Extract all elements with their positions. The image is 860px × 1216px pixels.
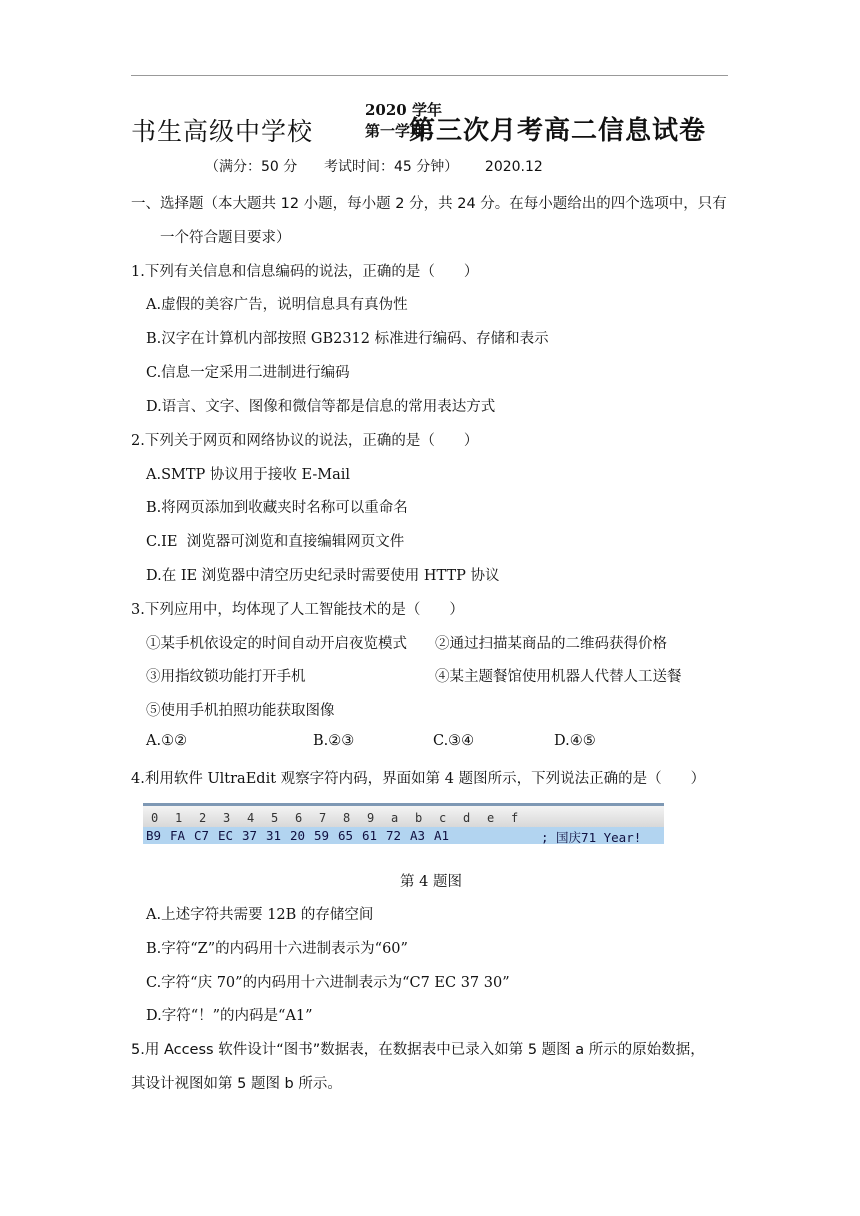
question-2-option-a: A.SMTP 协议用于接收 E-Mail xyxy=(146,467,351,483)
hex-col-label: 5 xyxy=(271,811,279,825)
hex-byte: 65 xyxy=(338,828,354,843)
hex-byte: C7 xyxy=(194,828,210,843)
question-2-option-b: B.将网页添加到收藏夹时名称可以重命名 xyxy=(146,500,408,516)
hex-byte: A3 xyxy=(410,828,426,843)
school-year: 2020 学年 xyxy=(365,101,442,119)
question-2-option-d: D.在 IE 浏览器中清空历史纪录时需要使用 HTTP 协议 xyxy=(146,568,500,584)
question-5-stem: 5.用 Access 软件设计“图书”数据表，在数据表中已录入如第 5 题图 a 所示的原始数据， xyxy=(131,1042,705,1058)
question-4-option-a: A.上述字符共需要 12B 的存储空间 xyxy=(146,907,374,923)
hex-byte: 59 xyxy=(314,828,330,843)
hex-data-row xyxy=(143,827,664,844)
hex-byte: 61 xyxy=(362,828,378,843)
question-4-option-c: C.字符“庆 70”的内码用十六进制表示为“C7 EC 37 30” xyxy=(146,975,510,991)
exam-title: 第三次月考高二信息试卷 xyxy=(409,116,707,146)
section-heading-cont: 一个符合题目要求） xyxy=(160,230,291,246)
question-2-stem: 2.下列关于网页和网络协议的说法，正确的是（ ） xyxy=(131,433,479,449)
hex-col-label: 4 xyxy=(247,811,255,825)
hex-byte: FA xyxy=(170,828,186,843)
question-3-option-b: B.②③ xyxy=(313,733,355,749)
hex-byte: 20 xyxy=(290,828,306,843)
question-5-stem-cont: 其设计视图如第 5 题图 b 所示。 xyxy=(131,1076,342,1092)
question-3-option-d: D.④⑤ xyxy=(554,733,596,749)
hex-col-label: b xyxy=(415,811,423,825)
school-name: 书生高级中学校 xyxy=(131,117,314,146)
question-4-option-b: B.字符“Z”的内码用十六进制表示为“60” xyxy=(146,941,408,957)
hex-col-label: d xyxy=(463,811,471,825)
ultraedit-hex-view xyxy=(143,803,664,844)
question-1-option-d: D.语言、文字、图像和微信等都是信息的常用表达方式 xyxy=(146,399,496,415)
question-3-item-3: ③用指纹锁功能打开手机 xyxy=(146,669,306,685)
hex-col-label: 0 xyxy=(151,811,159,825)
hex-col-label: 7 xyxy=(319,811,327,825)
question-3-item-1: ①某手机依设定的时间自动开启夜览模式 xyxy=(146,636,407,652)
semester: 第一学期 xyxy=(365,122,426,140)
question-4-option-d: D.字符“！”的内码是“A1” xyxy=(146,1008,313,1024)
hex-col-label: 1 xyxy=(175,811,183,825)
section-heading: 一、选择题（本大题共 12 小题，每小题 2 分，共 24 分。在每小题给出的四个选项中，只有 xyxy=(131,196,727,212)
hex-byte: 31 xyxy=(266,828,282,843)
question-3-option-c: C.③④ xyxy=(433,733,475,749)
question-1-option-b: B.汉字在计算机内部按照 GB2312 标准进行编码、存储和表示 xyxy=(146,331,549,347)
hex-col-label: 2 xyxy=(199,811,207,825)
hex-col-label: 9 xyxy=(367,811,375,825)
question-1-option-c: C.信息一定采用二进制进行编码 xyxy=(146,365,350,381)
hex-column-header xyxy=(143,803,664,827)
question-3-item-2: ②通过扫描某商品的二维码获得价格 xyxy=(435,636,667,652)
hex-col-label: 6 xyxy=(295,811,303,825)
question-4-stem: 4.利用软件 UltraEdit 观察字符内码，界面如第 4 题图所示，下列说法正确的是（ ） xyxy=(131,771,706,787)
hex-byte: 72 xyxy=(386,828,402,843)
hex-col-label: 3 xyxy=(223,811,231,825)
hex-text-column: ; 国庆71 Year! xyxy=(541,830,642,845)
question-3-option-a: A.①② xyxy=(146,733,188,749)
question-3-item-5: ⑤使用手机拍照功能获取图像 xyxy=(146,703,335,719)
hex-col-label: f xyxy=(511,811,519,825)
question-1-stem: 1.下列有关信息和信息编码的说法，正确的是（ ） xyxy=(131,264,479,280)
hex-col-label: c xyxy=(439,811,447,825)
hex-byte: A1 xyxy=(434,828,450,843)
hex-byte: 37 xyxy=(242,828,258,843)
header-rule xyxy=(131,75,728,76)
hex-byte: B9 xyxy=(146,828,162,843)
exam-info: （满分：50 分 考试时间：45 分钟） 2020.12 xyxy=(205,159,543,175)
question-1-option-a: A.虚假的美容广告，说明信息具有真伪性 xyxy=(146,297,408,313)
hex-col-label: a xyxy=(391,811,399,825)
figure-4-caption: 第 4 题图 xyxy=(400,874,462,890)
question-2-option-c: C.IE 浏览器可浏览和直接编辑网页文件 xyxy=(146,534,405,550)
question-3-stem: 3.下列应用中，均体现了人工智能技术的是（ ） xyxy=(131,602,464,618)
hex-byte: EC xyxy=(218,828,234,843)
hex-col-label: e xyxy=(487,811,495,825)
question-3-item-4: ④某主题餐馆使用机器人代替人工送餐 xyxy=(435,669,682,685)
hex-col-label: 8 xyxy=(343,811,351,825)
